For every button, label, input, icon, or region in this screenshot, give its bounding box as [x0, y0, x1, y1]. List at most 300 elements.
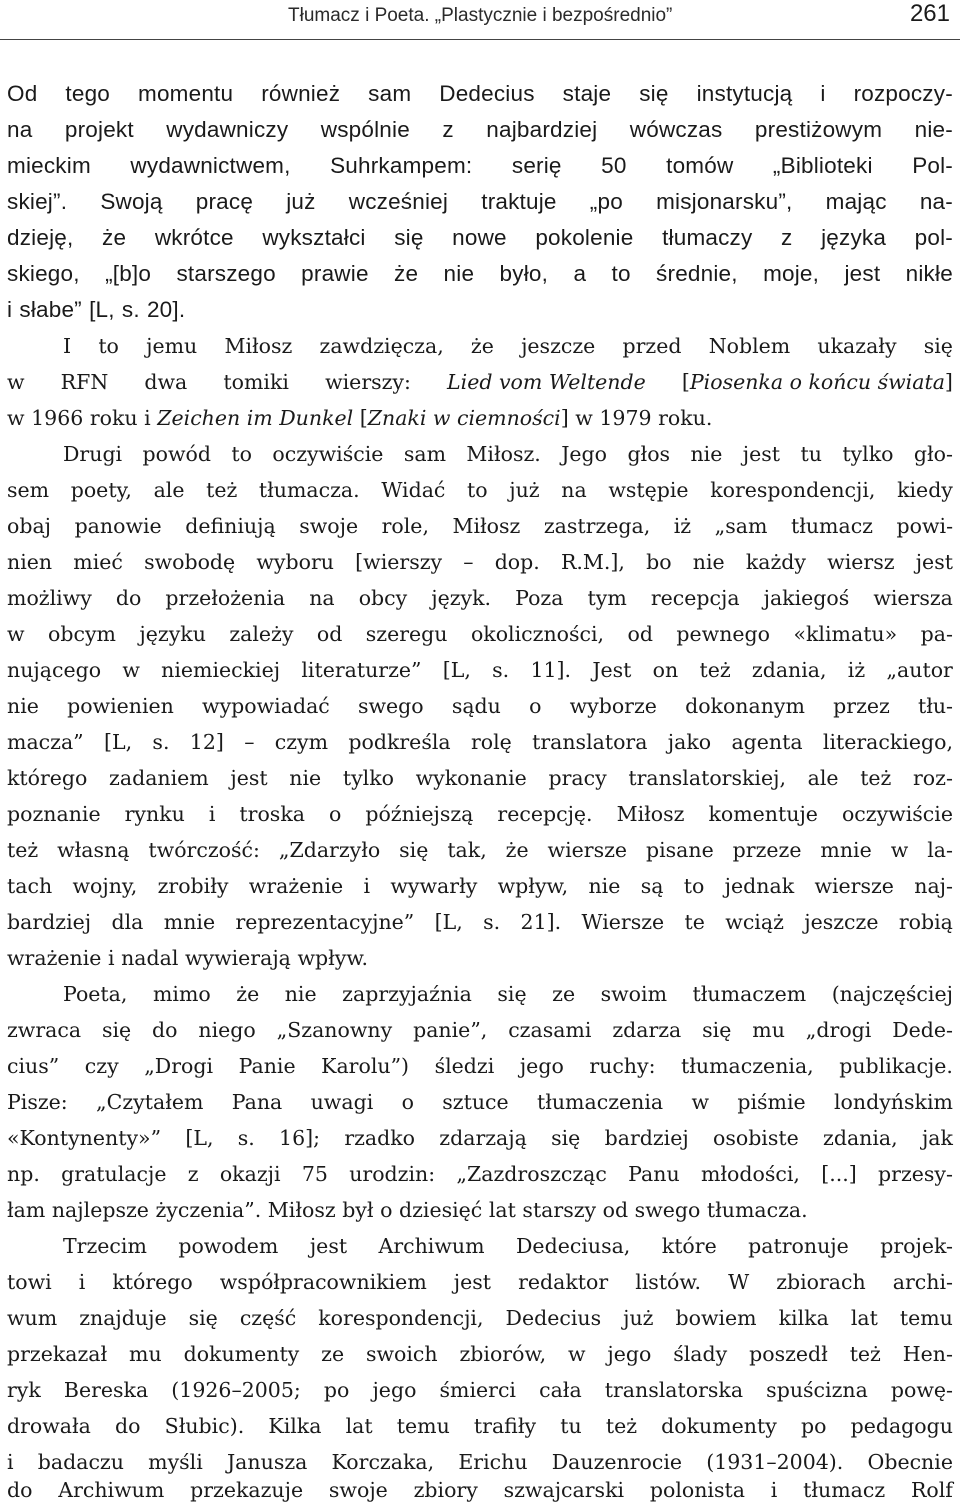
word: czym	[274, 730, 329, 754]
word: obcy	[358, 586, 408, 610]
word: tego	[65, 81, 111, 106]
word: Dedecius	[505, 1306, 602, 1330]
word: na-	[919, 189, 953, 214]
word: tym	[587, 586, 627, 610]
word: na	[561, 478, 587, 502]
word: instytucją	[696, 81, 793, 106]
word: poety,	[70, 478, 132, 502]
word: tłu-	[917, 694, 953, 718]
word: [Znaki w ciemności]	[359, 406, 569, 430]
text-line	[7, 220, 953, 256]
word: listów.	[635, 1270, 702, 1294]
word: swego	[357, 694, 424, 718]
word: s.	[121, 297, 140, 322]
word: i	[7, 1450, 14, 1474]
page-number: 261	[909, 0, 950, 27]
word: tłumaczenia	[536, 1090, 664, 1114]
word: Dauzenrocie	[551, 1450, 683, 1474]
word: macza”	[7, 730, 84, 754]
word: s.	[492, 658, 510, 682]
word: o	[529, 694, 542, 718]
word: roku.	[658, 406, 713, 430]
text-line	[7, 1472, 953, 1506]
word: drowała	[7, 1414, 91, 1438]
word: zwraca	[7, 1018, 82, 1042]
word: o	[328, 802, 342, 826]
word: też	[7, 838, 39, 862]
word: kiedy	[897, 478, 953, 502]
word: wyborze	[569, 694, 657, 718]
word: Trzecim	[63, 1234, 147, 1258]
word: że	[505, 838, 529, 862]
text-line	[7, 580, 953, 616]
word: języku	[139, 622, 206, 646]
word: też	[699, 658, 731, 682]
word: mu	[129, 1342, 162, 1366]
word: Panie	[238, 1054, 296, 1078]
word: recepcja	[650, 586, 740, 610]
word: RFN	[60, 370, 109, 394]
word: nie	[692, 550, 725, 574]
word: w	[7, 406, 25, 430]
word: bardziej	[7, 910, 92, 934]
text-line	[7, 688, 953, 724]
word: Od	[7, 81, 38, 106]
word: naj-	[914, 874, 953, 898]
word: (1931–2004).	[706, 1450, 844, 1474]
word: Archiwum	[58, 1478, 165, 1502]
word: najlepsze	[51, 1198, 149, 1222]
word: skiej”.	[7, 189, 68, 214]
word: „sam	[714, 514, 768, 538]
word: też	[860, 766, 892, 790]
word: sztuce	[442, 1090, 509, 1114]
word: mieckim	[7, 153, 91, 178]
word: pa-	[920, 622, 953, 646]
word: „Szanowny	[276, 1018, 393, 1042]
word: z	[781, 225, 793, 250]
word: zdarzają	[439, 1126, 527, 1150]
word: lat	[488, 1198, 516, 1222]
word: mieć	[73, 550, 123, 574]
word: do	[152, 1018, 178, 1042]
word: te	[684, 910, 705, 934]
word: czy	[84, 1054, 119, 1078]
word: zadaniem	[109, 766, 209, 790]
word: dokumenty	[183, 1342, 300, 1366]
word: zbiorów,	[459, 1342, 547, 1366]
word: zawdzięcza,	[319, 334, 444, 358]
word: Hen-	[902, 1342, 953, 1366]
word: oczywiście	[272, 442, 384, 466]
word: część	[239, 1306, 297, 1330]
word: też	[849, 1342, 881, 1366]
word: w	[575, 406, 593, 430]
word: mnie	[163, 910, 216, 934]
text-line	[7, 1048, 953, 1084]
word: się	[923, 334, 953, 358]
word: się	[399, 838, 429, 862]
word: „[b]o	[105, 261, 152, 286]
word: nie	[588, 874, 621, 898]
word: „po	[589, 189, 623, 214]
word: s.	[152, 730, 170, 754]
word: wydawnictwem,	[130, 153, 291, 178]
word: powę-	[890, 1378, 953, 1402]
word: jest	[742, 442, 781, 466]
word: staje	[562, 81, 612, 106]
running-title: Tłumacz i Poeta. „Plastycznie i bezpośrednio”	[288, 5, 673, 26]
word: [Piosenka o końcu świata]	[681, 370, 953, 394]
word: londyńskim	[834, 1090, 953, 1114]
word: Erichu	[458, 1450, 528, 1474]
word: podkreśla	[348, 730, 451, 754]
word: nie	[284, 982, 317, 1006]
word: tłumacz	[803, 1478, 886, 1502]
word: myśli	[148, 1450, 203, 1474]
word: zbiory	[413, 1478, 478, 1502]
word: język.	[431, 586, 492, 610]
word: to	[683, 874, 705, 898]
word: [...]	[821, 1162, 857, 1186]
word: translatorskiej,	[628, 766, 786, 790]
word: translatora	[532, 730, 648, 754]
word: towi	[7, 1270, 52, 1294]
word: pisane	[645, 838, 714, 862]
word: literackiego,	[822, 730, 953, 754]
word: momentu	[138, 81, 234, 106]
word: przekazuje	[190, 1478, 304, 1502]
word: bo	[646, 550, 672, 574]
word: ze	[552, 982, 576, 1006]
word: Rolf	[910, 1478, 953, 1502]
word: tu	[560, 1414, 582, 1438]
word: i	[770, 1478, 778, 1502]
word: wpływ,	[497, 874, 569, 898]
word: szwajcarski	[503, 1478, 625, 1502]
word: bowiem	[675, 1306, 757, 1330]
word: obaj	[7, 514, 52, 538]
word: niego	[198, 1018, 256, 1042]
word: powodem	[178, 1234, 279, 1258]
word: 1966	[31, 406, 84, 430]
word: wpływ.	[297, 946, 368, 970]
word: mnie	[820, 838, 872, 862]
word: zdania,	[823, 1126, 898, 1150]
word: reprezentacyjne”	[235, 910, 415, 934]
word: własną	[57, 838, 130, 862]
word: od	[316, 622, 343, 646]
word: współpracownikiem	[219, 1270, 427, 1294]
word: rynku	[124, 802, 185, 826]
text-line	[63, 976, 953, 1012]
word: jako	[667, 730, 712, 754]
word: „Biblioteki	[772, 153, 873, 178]
text-line	[7, 832, 953, 868]
word: wiersza	[873, 586, 953, 610]
word: głos	[627, 442, 671, 466]
word: i	[7, 297, 13, 322]
word: la-	[927, 838, 953, 862]
word: wojny,	[72, 874, 138, 898]
word: w	[122, 658, 140, 682]
word: którego	[112, 1270, 193, 1294]
word: zaprzyjaźnia	[342, 982, 472, 1006]
word: Archiwum	[378, 1234, 485, 1258]
word: się	[188, 1306, 218, 1330]
word: okazji	[219, 1162, 281, 1186]
word: Dedecius	[439, 81, 535, 106]
word: o	[401, 1090, 414, 1114]
word: polonista	[649, 1478, 745, 1502]
word: również	[261, 81, 341, 106]
word: prawie	[301, 261, 369, 286]
word: Słubic).	[164, 1414, 245, 1438]
word: [L,	[442, 658, 471, 682]
word: oczywiście	[841, 802, 953, 826]
word: Wiersze	[581, 910, 665, 934]
word: szeregu	[365, 622, 448, 646]
text-line	[7, 148, 953, 184]
word: przesy-	[878, 1162, 953, 1186]
word: wówczas	[629, 117, 723, 142]
word: się	[101, 1018, 132, 1042]
word: nowe	[452, 225, 507, 250]
word: możliwy	[7, 586, 92, 610]
word: Karolu”)	[321, 1054, 410, 1078]
word: mając	[825, 189, 887, 214]
word: że	[236, 982, 260, 1006]
word: serię	[511, 153, 562, 178]
word: od	[627, 622, 653, 646]
word: panowie	[74, 514, 162, 538]
word: Poeta,	[63, 982, 128, 1006]
running-head	[0, 0, 960, 40]
word: że	[470, 334, 494, 358]
word: archi-	[892, 1270, 953, 1294]
word: które	[661, 1234, 717, 1258]
word: okoliczności,	[470, 622, 605, 646]
word: kilka	[778, 1306, 829, 1330]
word: tach	[7, 874, 53, 898]
word: poznanie	[7, 802, 101, 826]
word: w	[691, 1090, 710, 1114]
word: wydawniczy	[166, 117, 289, 142]
text-line	[7, 760, 953, 796]
text-line	[63, 328, 953, 364]
word: „drogi	[805, 1018, 872, 1042]
word: role,	[381, 514, 429, 538]
word: był	[342, 1198, 374, 1222]
text-line	[7, 1300, 953, 1336]
word: z	[187, 1162, 199, 1186]
word: s.	[483, 910, 501, 934]
word: uwagi	[310, 1090, 374, 1114]
word: dla	[111, 910, 144, 934]
word: translatorska	[604, 1378, 744, 1402]
word: swoje	[328, 1478, 388, 1502]
word: i	[820, 81, 826, 106]
word: Noblem	[708, 334, 791, 358]
word: tłumacz	[790, 514, 873, 538]
word: ślady	[673, 1342, 728, 1366]
word: nadal	[121, 946, 179, 970]
text-line	[7, 364, 953, 400]
word: słabe”	[19, 297, 82, 322]
word: wyboru	[256, 550, 334, 574]
word: osobiste	[712, 1126, 799, 1150]
word: sam	[403, 442, 447, 466]
word: np.	[7, 1162, 40, 1186]
word: spuścizna	[766, 1378, 868, 1402]
word: Jest	[592, 658, 632, 682]
word: się	[702, 1018, 732, 1042]
word: każdy	[745, 550, 806, 574]
text-line	[7, 1408, 953, 1444]
word: obcym	[48, 622, 116, 646]
word: po	[800, 1414, 827, 1438]
text-line	[7, 112, 953, 148]
word: rolę	[470, 730, 512, 754]
text-line	[7, 796, 953, 832]
text-line	[7, 1336, 953, 1372]
word: jest	[915, 550, 953, 574]
word: (najczęściej	[831, 982, 953, 1006]
word: jest	[309, 1234, 348, 1258]
word: [L,	[434, 910, 463, 934]
word: nie	[690, 442, 723, 466]
word: recepcję.	[497, 802, 593, 826]
word: skiego,	[7, 261, 80, 286]
word: Widać	[381, 478, 446, 502]
word: są	[640, 874, 664, 898]
word: jeszcze	[804, 910, 879, 934]
word: wstępie	[608, 478, 689, 502]
word: tłumaczem	[692, 982, 807, 1006]
word: przekazał	[7, 1342, 108, 1366]
word: zależy	[229, 622, 294, 646]
word: powód	[142, 442, 212, 466]
word: rzadko	[344, 1126, 416, 1150]
word: było,	[499, 261, 549, 286]
word: to	[231, 442, 253, 466]
word: Panu	[628, 1162, 680, 1186]
word: definiują	[185, 514, 276, 538]
word: mu	[752, 1018, 785, 1042]
word: późniejszą	[365, 802, 474, 826]
word: projekt	[64, 117, 134, 142]
word: i	[107, 946, 115, 970]
word: swoich	[365, 1342, 438, 1366]
word: tylko	[842, 442, 894, 466]
word: też	[206, 478, 238, 502]
word: jemu	[146, 334, 198, 358]
word: Jego	[561, 442, 608, 466]
word: urodzin:	[349, 1162, 436, 1186]
word: do	[115, 586, 142, 610]
word: pracy	[548, 766, 607, 790]
text-line	[7, 256, 953, 292]
text-line	[7, 1012, 953, 1048]
word: nie-	[914, 117, 953, 142]
word: i	[144, 406, 151, 430]
word: znajduje	[79, 1306, 167, 1330]
word: języka	[821, 225, 887, 250]
word: to	[467, 478, 488, 502]
word: Dedeciusa,	[516, 1234, 631, 1258]
word: a	[573, 261, 587, 286]
word: on	[652, 658, 679, 682]
word: sem	[7, 478, 50, 502]
word: Miłosz	[452, 514, 521, 538]
word: nien	[7, 550, 53, 574]
word: robią	[898, 910, 953, 934]
word: powienien	[67, 694, 174, 718]
word: nie	[289, 766, 322, 790]
word: tomów	[666, 153, 734, 178]
word: i	[363, 874, 371, 898]
word: do	[7, 1478, 33, 1502]
word: tłumaczenia,	[681, 1054, 814, 1078]
word: Obecnie	[867, 1450, 953, 1474]
word: 21].	[520, 910, 562, 934]
word: –	[463, 550, 474, 574]
word: publikacje.	[839, 1054, 953, 1078]
word: wrażenie	[7, 946, 102, 970]
word: nującego	[7, 658, 102, 682]
word: zastrzega,	[543, 514, 651, 538]
word: Pol-	[912, 153, 953, 178]
word: patronuje	[748, 1234, 849, 1258]
word: sam	[368, 81, 412, 106]
word: 16];	[279, 1126, 321, 1150]
word: się	[394, 225, 424, 250]
word: ruchy:	[589, 1054, 656, 1078]
word: „Zazdroszcząc	[456, 1162, 607, 1186]
word: tłumacza.	[706, 1198, 808, 1222]
text-line	[7, 1120, 953, 1156]
word: gratulacje	[61, 1162, 167, 1186]
word: już	[623, 1306, 654, 1330]
word: [wierszy	[355, 550, 443, 574]
word: iż	[673, 514, 692, 538]
word: dokonanym	[685, 694, 805, 718]
word: Zeichen im Dunkel	[157, 406, 354, 430]
word: w	[567, 1342, 586, 1366]
word: 11].	[530, 658, 572, 682]
text-line	[7, 292, 953, 328]
word: 50	[601, 153, 627, 178]
word: redaktor	[518, 1270, 609, 1294]
word: dziesięć	[398, 1198, 483, 1222]
word: s.	[237, 1126, 255, 1150]
word: Pisze:	[7, 1090, 68, 1114]
word: trafiły	[473, 1414, 537, 1438]
word: „autor	[886, 658, 953, 682]
word: Miłosz	[224, 334, 293, 358]
word: swobodę	[144, 550, 236, 574]
word: niemieckiej	[161, 658, 281, 682]
word: troska	[239, 802, 305, 826]
word: wiersze	[547, 838, 628, 862]
word: traktuje	[481, 189, 557, 214]
text-line	[7, 184, 953, 220]
word: korespondencji,	[318, 1306, 484, 1330]
word: wypowiadać	[202, 694, 330, 718]
text-line	[7, 616, 953, 652]
word: to	[611, 261, 631, 286]
word: już	[286, 189, 316, 214]
